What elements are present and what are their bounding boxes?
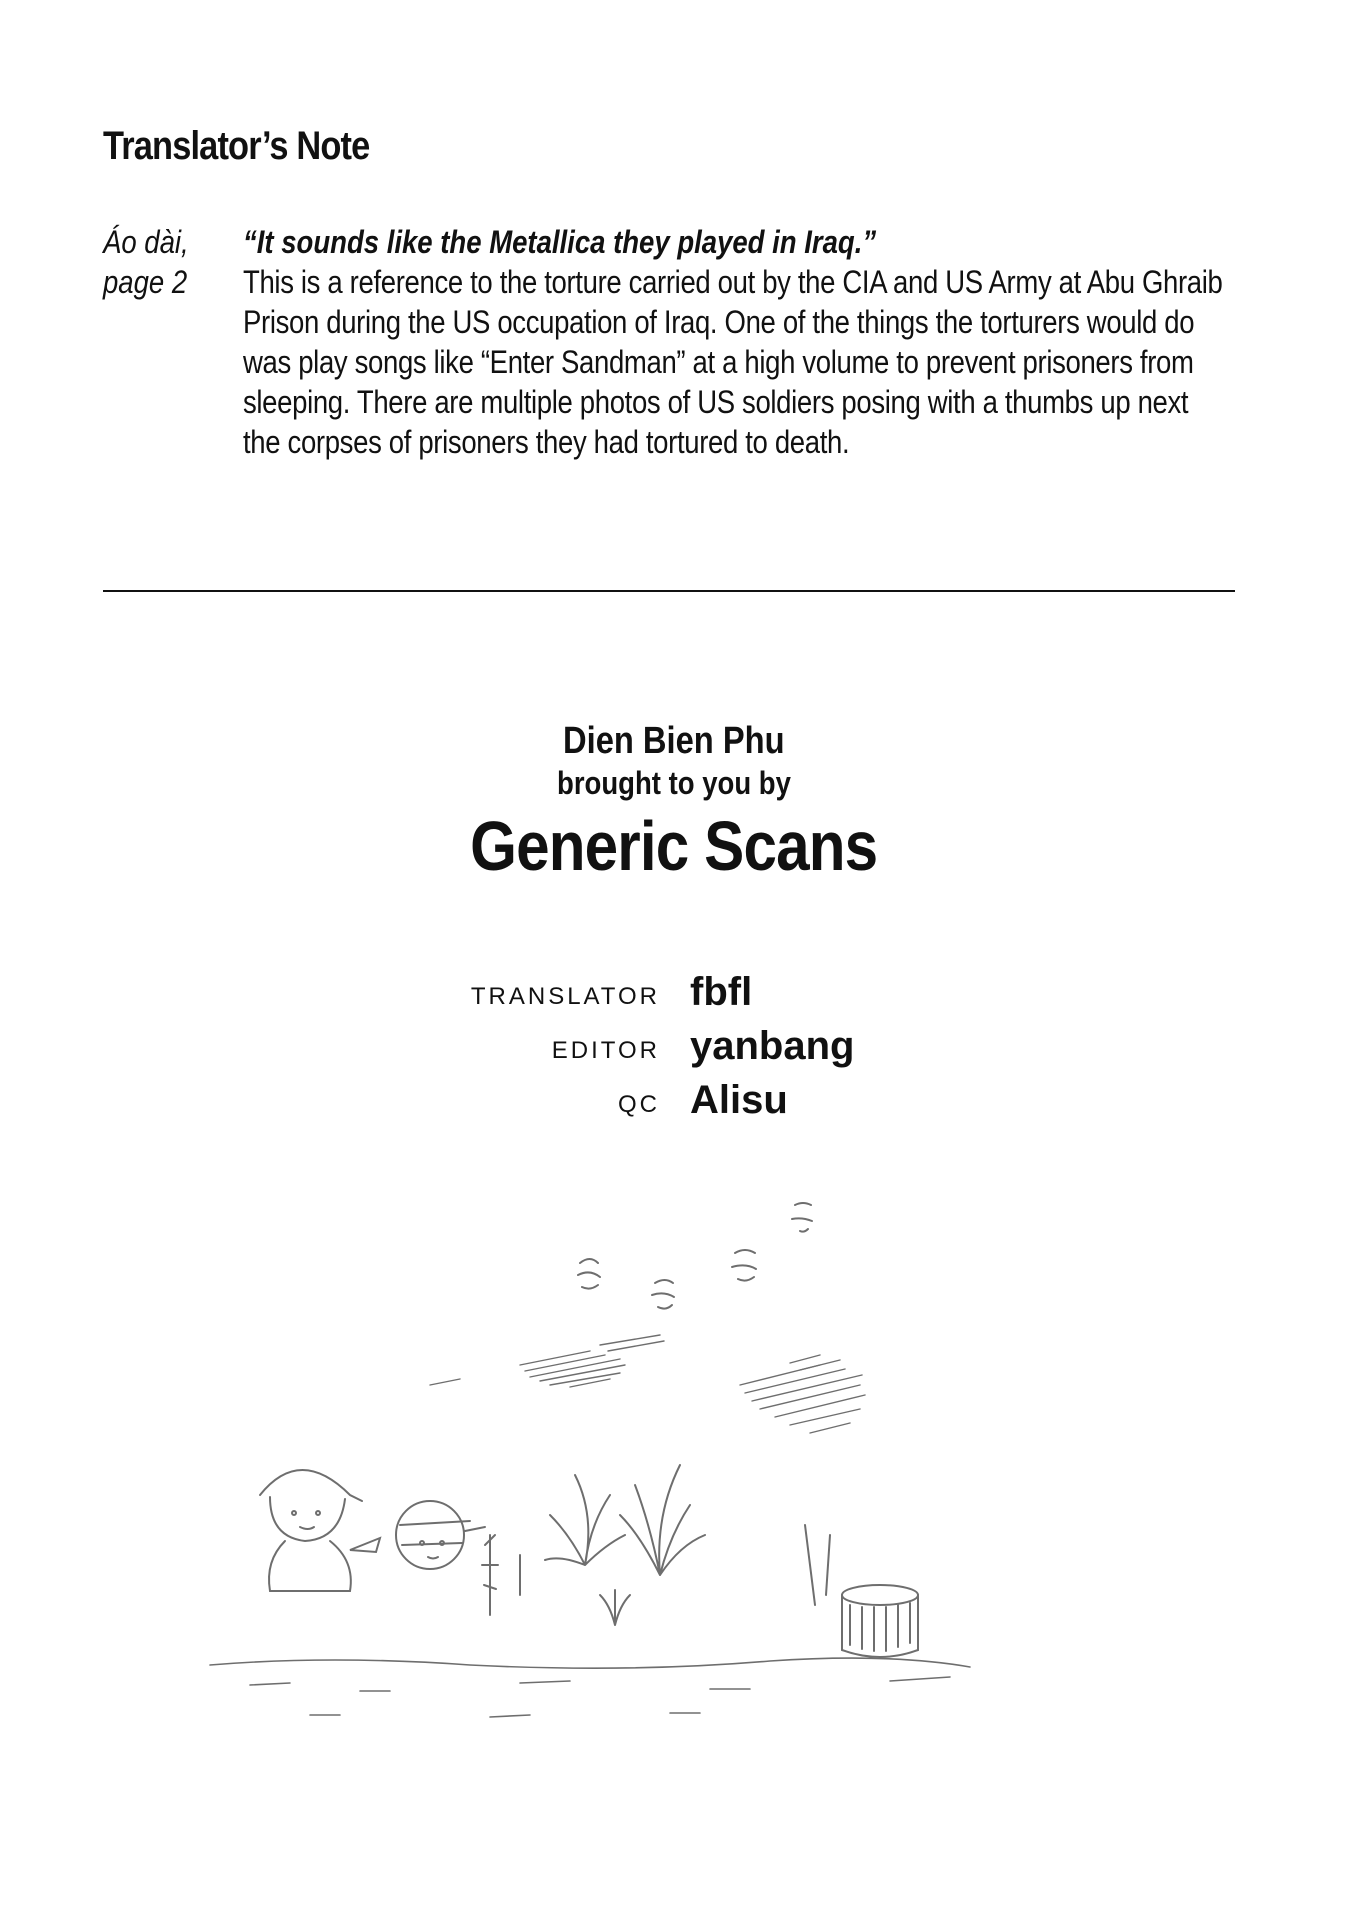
note-reference-line: page 2 bbox=[103, 264, 188, 300]
staff-row-qc bbox=[0, 1073, 1348, 1127]
brought-by-text: brought to you by bbox=[557, 765, 791, 801]
plant-sketch bbox=[482, 1465, 705, 1625]
stump-sketch bbox=[805, 1525, 918, 1657]
hatched-cloud-right bbox=[740, 1355, 865, 1433]
staff-row-translator bbox=[0, 965, 1348, 1019]
floating-symbols bbox=[578, 1203, 812, 1309]
note-body-line: the corpses of prisoners they had tortured to death. bbox=[243, 424, 850, 460]
ground-lines bbox=[210, 1658, 970, 1717]
staff-row-editor bbox=[0, 1019, 1348, 1073]
note-quote: “It sounds like the Metallica they played in Iraq.” bbox=[243, 224, 877, 260]
staff-role: EDITOR bbox=[551, 1037, 660, 1064]
staff-name: Alisu bbox=[690, 1078, 788, 1122]
hatched-cloud-left bbox=[430, 1335, 664, 1387]
note-body-line: Prison during the US occupation of Iraq. One of the things the torturers would do bbox=[243, 304, 1195, 340]
note-reference bbox=[103, 222, 189, 302]
series-title: Dien Bien Phu bbox=[563, 720, 785, 762]
scan-group-name: Generic Scans bbox=[470, 807, 878, 885]
note-body bbox=[243, 222, 1223, 462]
round-head-figure-sketch bbox=[396, 1501, 485, 1569]
staff-role: TRANSLATOR bbox=[470, 983, 660, 1010]
note-body-line: sleeping. There are multiple photos of US soldiers posing with a thumbs up next bbox=[243, 384, 1189, 420]
staff-name: yanbang bbox=[690, 1024, 855, 1068]
staff-role: QC bbox=[618, 1091, 660, 1118]
helmeted-figure-sketch bbox=[260, 1470, 380, 1591]
note-body-line: was play songs like “Enter Sandman” at a high volume to prevent prisoners from bbox=[243, 344, 1194, 380]
note-reference-line: Áo dài, bbox=[103, 224, 189, 260]
pencil-sketch-illustration bbox=[190, 1195, 1150, 1795]
staff-name: fbfl bbox=[690, 970, 753, 1014]
section-divider bbox=[103, 590, 1235, 592]
translator-note-heading: Translator’s Note bbox=[103, 124, 370, 168]
note-body-line: This is a reference to the torture carried out by the CIA and US Army at Abu Ghraib bbox=[243, 264, 1223, 300]
